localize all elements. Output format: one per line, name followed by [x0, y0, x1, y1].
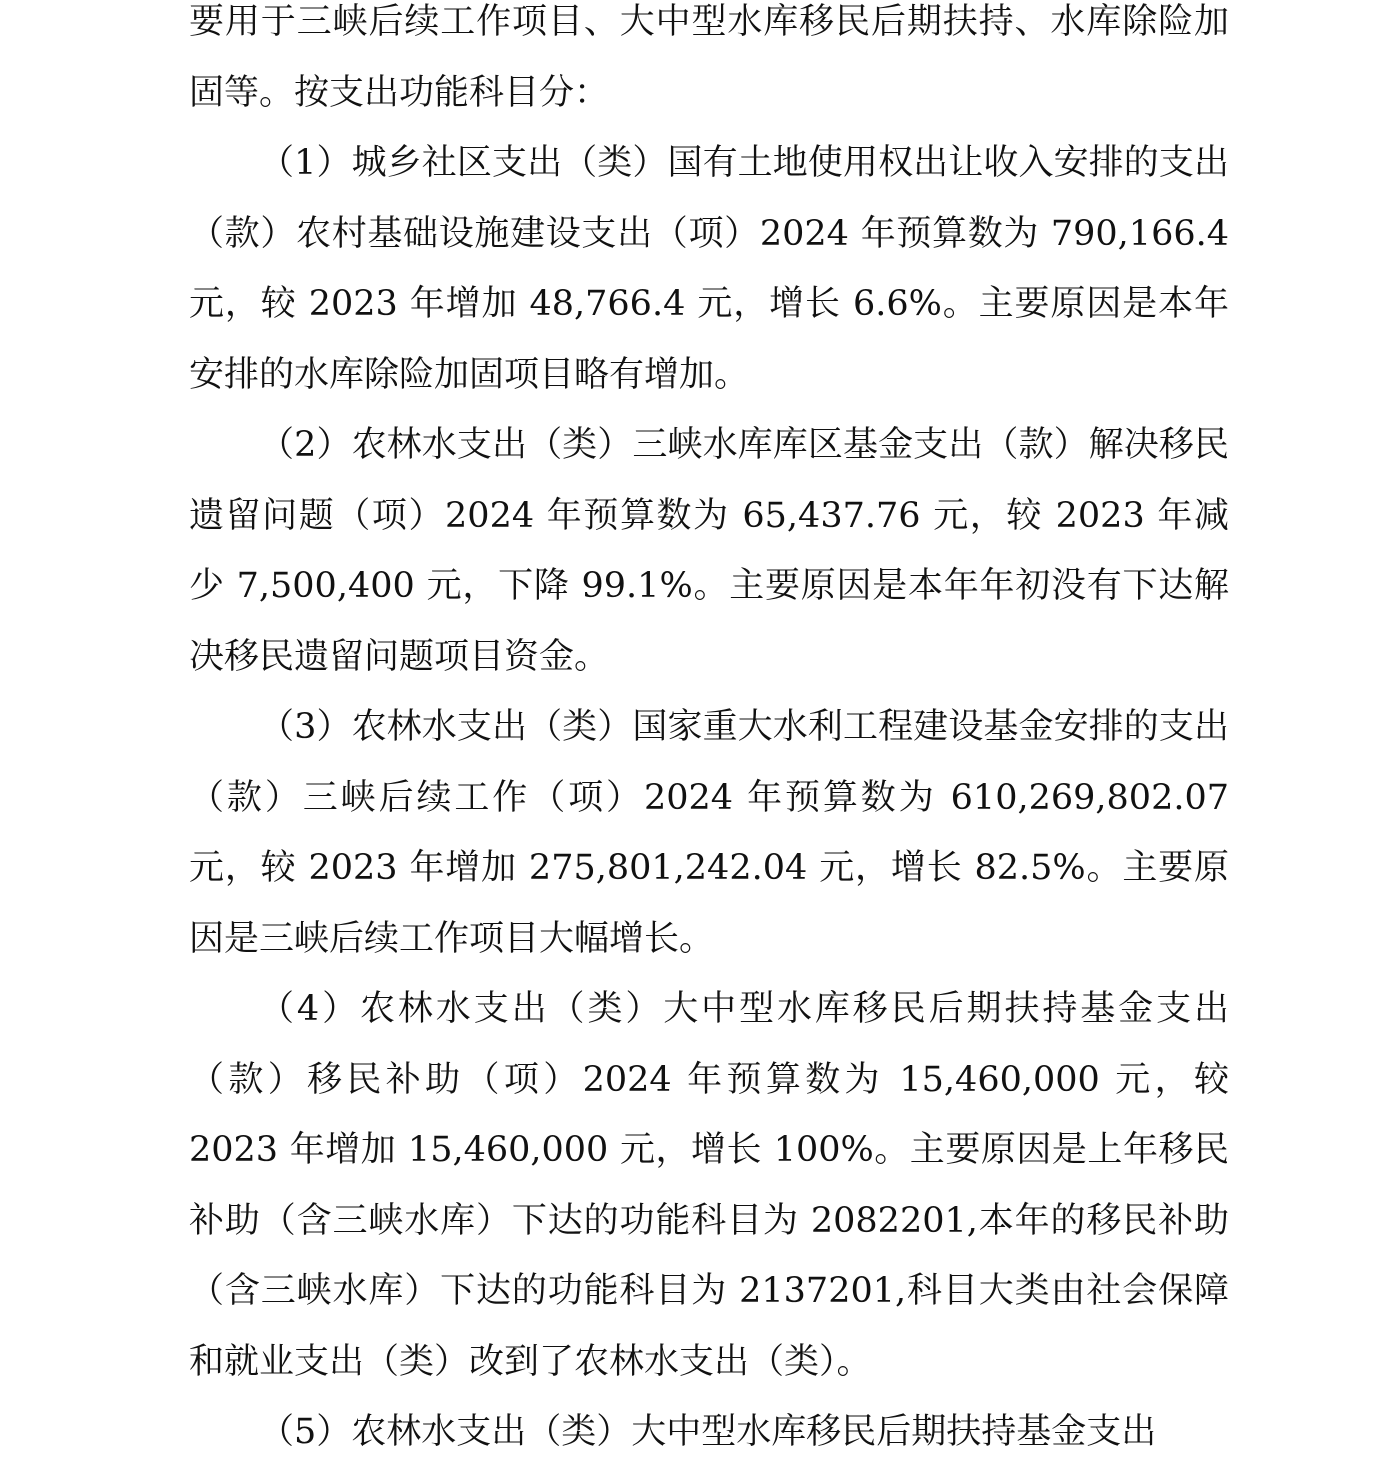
paragraph-item-1: （1）城乡社区支出（类）国有土地使用权出让收入安排的支出（款）农村基础设施建设支出（项）2024 年预算数为 790,166.4 元，较 2023 年增加 48,766.4 元，增长 6.6%。主要原因是本年安排的水库除险加固项目略有增加。 — [189, 143, 1229, 395]
paragraph-item-3: （3）农林水支出（类）国家重大水利工程建设基金安排的支出（款）三峡后续工作（项）2024 年预算数为 610,269,802.07 元，较 2023 年增加 275,801,242.04 元，增长 82.5%。主要原因是三峡后续工作项目大幅增长。 — [189, 707, 1229, 959]
paragraph-item-5: （5）农林水支出（类）大中型水库移民后期扶持基金支出 — [259, 1412, 1157, 1452]
document-body — [189, 0, 1229, 1468]
paragraph-item-2: （2）农林水支出（类）三峡水库库区基金支出（款）解决移民遗留问题（项）2024 年预算数为 65,437.76 元，较 2023 年减少 7,500,400 元，下降 99.1%。主要原因是本年年初没有下达解决移民遗留问题项目资金。 — [189, 425, 1229, 677]
paragraph-item-4: （4）农林水支出（类）大中型水库移民后期扶持基金支出（款）移民补助（项）2024 年预算数为 15,460,000 元，较 2023 年增加 15,460,000 元，增长 100%。主要原因是上年移民补助（含三峡水库）下达的功能科目为 2082201,本年的移民补助（含三峡水库）下达的功能科目为 2137201,科目大类由社会保障和就业支出（类）改到了农林水支出（类）。 — [189, 989, 1229, 1382]
paragraph-continuation: 要用于三峡后续工作项目、大中型水库移民后期扶持、水库除险加固等。按支出功能科目分： — [189, 2, 1229, 113]
